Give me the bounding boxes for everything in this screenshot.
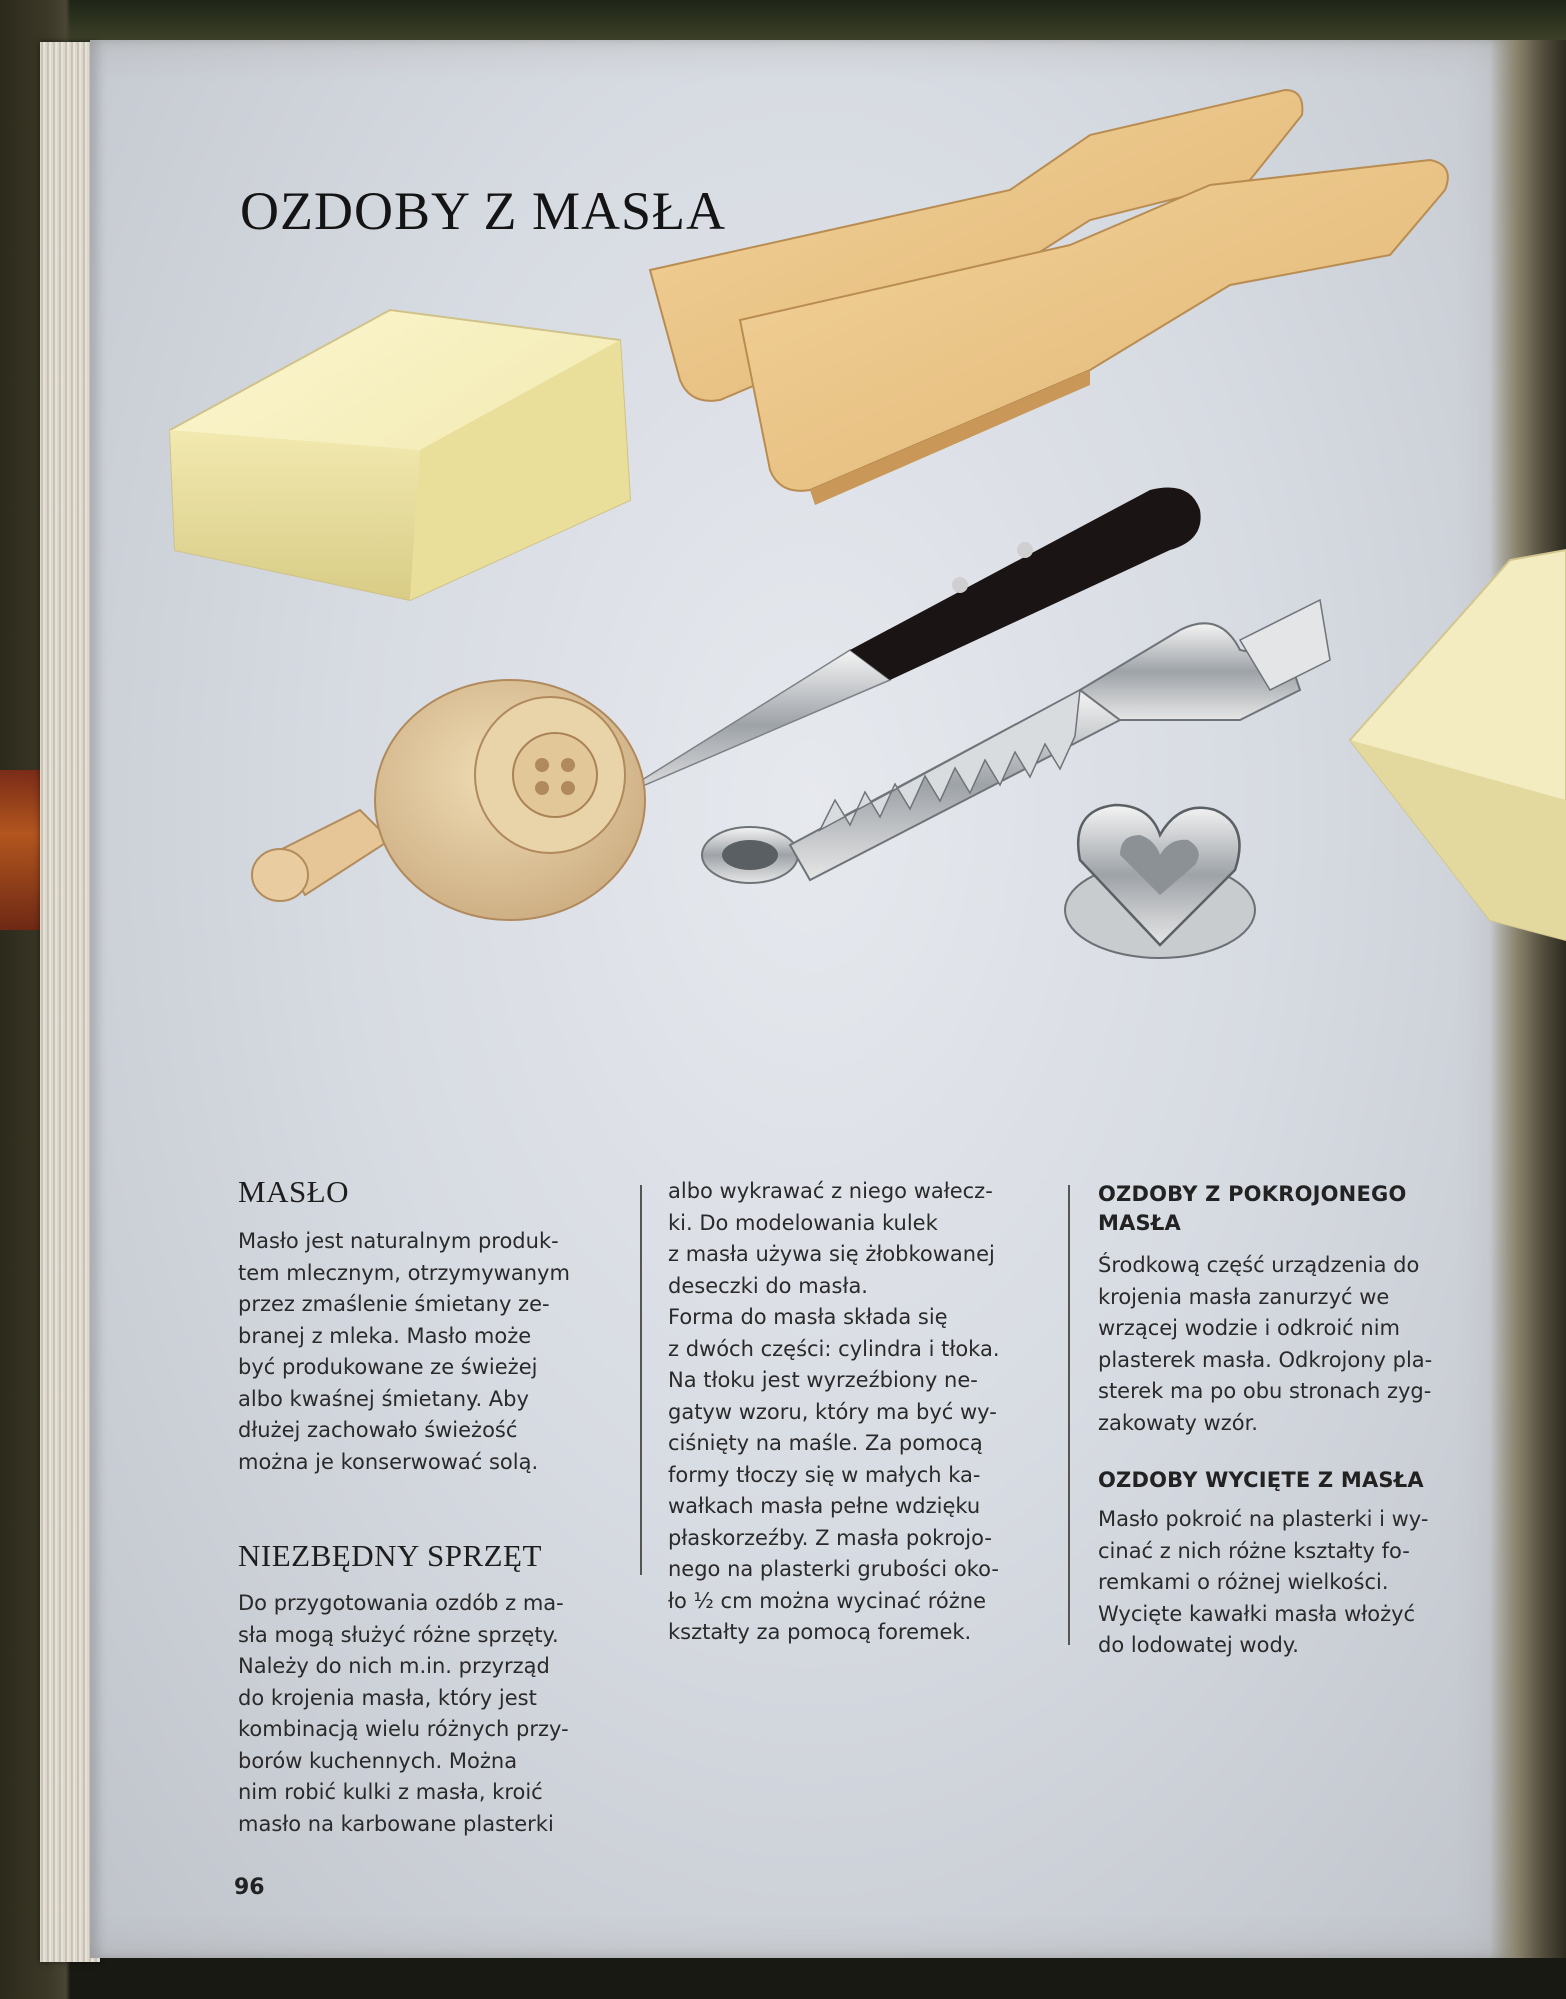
wooden-butter-mold-icon: [252, 680, 645, 920]
scan-edge-artifact: [0, 770, 40, 930]
page-title: OZDOBY Z MASŁA: [240, 181, 726, 241]
column-divider: [640, 1185, 642, 1575]
section-heading-ozdoby-wyciete: OZDOBY WYCIĘTE Z MASŁA: [1098, 1468, 1424, 1492]
maslo-paragraph: Masło jest naturalnym produk- tem mlecznym, otrzymywanym przez zmaślenie śmietany ze- branej z mleka. Masło może być produkowane ze świeżej albo kwaśnej śmietany. Aby dłużej zachowało świeżość można je konserwować solą.: [238, 1229, 570, 1474]
page-number: 96: [234, 1875, 265, 1900]
section-heading-ozdoby-z-pokrojonego: OZDOBY Z POKROJONEGO MASŁA: [1098, 1182, 1407, 1235]
wyciete-paragraph: Masło pokroić na plasterki i wy- cinać z nich różne kształty fo- remkami o różnej wielkości. Wycięte kawałki masła włożyć do lodowatej wody.: [1098, 1507, 1429, 1657]
section-heading-niezbedny-sprzet: NIEZBĘDNY SPRZĘT: [238, 1538, 542, 1573]
section-heading-maslo: MASŁO: [238, 1174, 350, 1209]
pokrojone-paragraph: Środkową część urządzenia do krojenia masła zanurzyć we wrzącej wodzie i odkroić nim plasterek masła. Odkrojony pla- sterek ma po obu stronach zyg- zakowaty wzór.: [1098, 1253, 1433, 1435]
column-divider: [1068, 1185, 1070, 1645]
kitchen-knife-icon: [610, 488, 1201, 801]
sprzet-paragraph-continued: albo wykrawać z niego wałecz- ki. Do modelowania kulek z masła używa się żłobkowanej deseczki do masła. Forma do masła składa się z dwóch części: cylindra i tłoka. Na tłoku jest wyrzeźbiony ne- gatyw wzoru, który ma być wy- ciśnięty na maśle. Za pomocą formy tłoczy się w małych ka- wałkach masła pełne wdzięku płaskorzeźby. Z masła pokrojo- nego na plasterki grubości oko- ło ½ cm można wycinać różne kształty za pomocą foremek.: [668, 1179, 1000, 1644]
heart-cutter-icon: [1065, 805, 1255, 958]
wooden-butter-paddles-icon: [650, 90, 1448, 505]
butter-block-icon: [1350, 550, 1566, 940]
sprzet-paragraph: Do przygotowania ozdób z ma- sła mogą służyć różne sprzęty. Należy do nich m.in. przyrząd do krojenia masła, który jest kombinacją wielu różnych przy- borów kuchennych. Można nim robić kulki z masła, kroić masło na karbowane plasterki: [238, 1591, 569, 1836]
butter-block-icon: [170, 310, 630, 600]
